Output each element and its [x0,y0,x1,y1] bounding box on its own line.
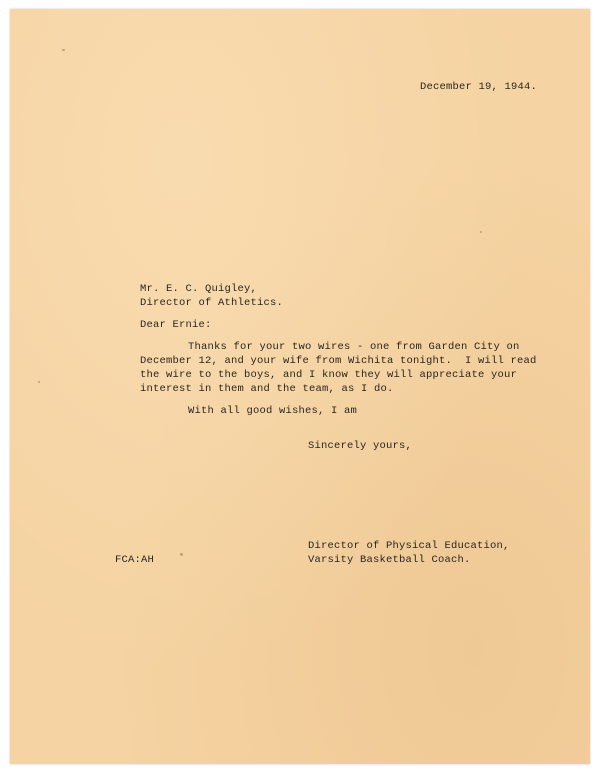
signature-title-line: Director of Physical Education, [308,540,510,552]
salutation: Dear Ernie: [140,319,212,331]
body-line: Thanks for your two wires - one from Garden City on [188,341,520,353]
paper-speck [180,553,183,556]
recipient-name: Mr. E. C. Quigley, [140,283,258,295]
closing-wishes: With all good wishes, I am [188,405,358,417]
body-line: the wire to the boys, and I know they will appreciate your [140,369,518,381]
paper-speck [38,381,40,383]
body-line: interest in them and the team, as I do. [140,383,394,395]
signature-title-line: Varsity Basketball Coach. [308,554,471,566]
letter-date: December 19, 1944. [420,81,538,93]
body-line: December 12, and your wife from Wichita tonight. I will read [140,355,537,367]
reference-initials: FCA:AH [115,554,155,566]
paper-speck [62,49,65,51]
complimentary-close: Sincerely yours, [308,440,413,452]
paper-speck [480,231,482,233]
recipient-title: Director of Athletics. [140,297,284,309]
letter-page [10,9,590,764]
